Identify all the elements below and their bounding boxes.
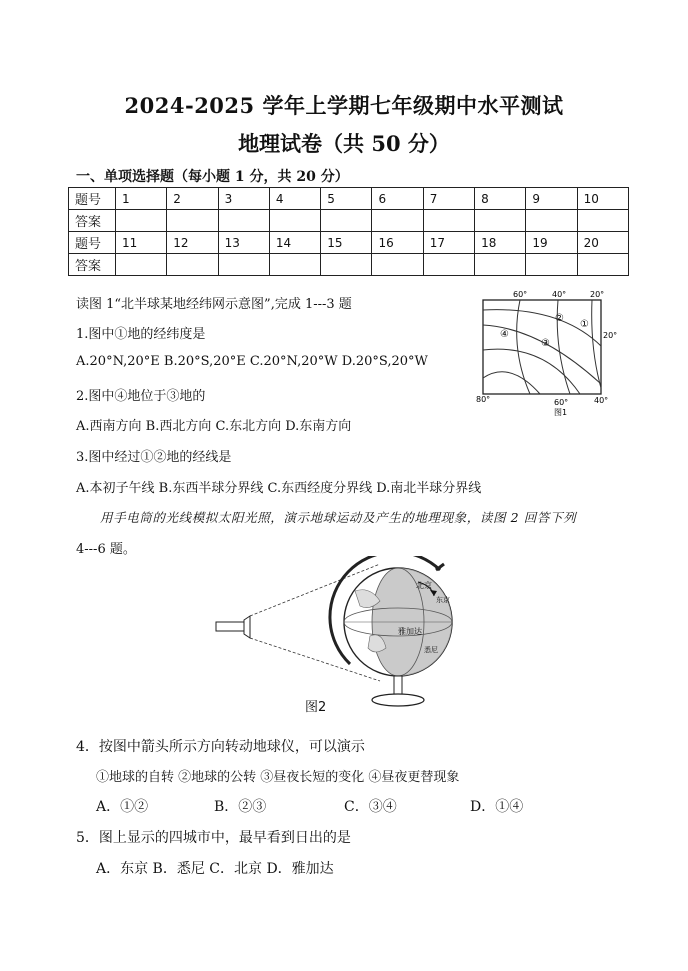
figure-2-globe <box>210 556 480 716</box>
q4-option-d: D．①④ <box>470 799 524 815</box>
number-cell: 1 <box>116 188 167 210</box>
answer-cell[interactable] <box>218 254 269 276</box>
city-label-beijing: 北京 <box>416 581 432 590</box>
figure-1-caption: 图1 <box>554 408 568 417</box>
number-cell: 15 <box>321 232 372 254</box>
answer-cell[interactable] <box>321 210 372 232</box>
label-number: 题号 <box>69 232 116 254</box>
number-cell: 10 <box>577 188 628 210</box>
answer-cell[interactable] <box>269 254 320 276</box>
top-label: 60° <box>513 290 528 299</box>
answer-cell[interactable] <box>526 210 577 232</box>
q4-option-a: A．①② <box>96 799 149 815</box>
answer-cell[interactable] <box>372 210 423 232</box>
answer-cell[interactable] <box>167 210 218 232</box>
city-label-tokyo: 东京 <box>436 596 450 604</box>
number-cell: 20 <box>577 232 628 254</box>
answer-cell[interactable] <box>526 254 577 276</box>
number-cell: 2 <box>167 188 218 210</box>
passage1-intro: 读图 1“北半球某地经纬网示意图”,完成 1---3 题 <box>76 297 352 312</box>
number-cell: 7 <box>423 188 474 210</box>
answer-cell[interactable] <box>423 210 474 232</box>
number-cell: 11 <box>116 232 167 254</box>
number-cell: 8 <box>475 188 526 210</box>
top-label: 40° <box>552 290 567 299</box>
exam-title: 2024-2025 学年上学期七年级期中水平测试 <box>124 93 564 118</box>
label-number: 题号 <box>69 188 116 210</box>
exam-subtitle: 地理试卷（共 50 分） <box>238 131 450 156</box>
question-1-options: A.20°N,20°E B.20°S,20°E C.20°N,20°W D.20°S,20°W <box>76 354 428 369</box>
question-4: 4．按图中箭头所示方向转动地球仪，可以演示 <box>76 739 365 755</box>
number-cell: 13 <box>218 232 269 254</box>
point-2: ② <box>555 313 564 324</box>
point-1: ① <box>580 319 589 330</box>
question-5: 5．图上显示的四城市中，最早看到日出的是 <box>76 830 351 846</box>
point-4: ④ <box>500 329 509 340</box>
bottom-label: 80° <box>476 395 491 404</box>
table-row <box>69 188 629 210</box>
number-cell: 3 <box>218 188 269 210</box>
q4-option-b: B．②③ <box>214 799 267 815</box>
passage2-intro-line1: 用手电筒的光线模拟太阳光照，演示地球运动及产生的地理现象，读图 2 回答下列 <box>100 510 577 525</box>
figure-1-graticule <box>470 288 630 418</box>
number-cell: 16 <box>372 232 423 254</box>
number-cell: 12 <box>167 232 218 254</box>
answer-table <box>68 187 629 276</box>
right-label: 20° <box>603 331 618 340</box>
question-1: 1.图中①地的经纬度是 <box>76 327 206 342</box>
answer-cell[interactable] <box>269 210 320 232</box>
question-4-items: ①地球的自转 ②地球的公转 ③昼夜长短的变化 ④昼夜更替现象 <box>96 770 460 785</box>
point-3: ③ <box>541 338 550 349</box>
answer-cell[interactable] <box>423 254 474 276</box>
section-heading: 一、单项选择题（每小题 1 分，共 20 分） <box>76 169 349 185</box>
number-cell: 5 <box>321 188 372 210</box>
answer-cell[interactable] <box>116 210 167 232</box>
answer-cell[interactable] <box>577 210 628 232</box>
number-cell: 6 <box>372 188 423 210</box>
question-3: 3.图中经过①②地的经线是 <box>76 450 232 465</box>
table-row <box>69 232 629 254</box>
number-cell: 9 <box>526 188 577 210</box>
city-label-sydney: 悉尼 <box>424 646 438 654</box>
question-3-options: A.本初子午线 B.东西半球分界线 C.东西经度分界线 D.南北半球分界线 <box>76 481 482 496</box>
answer-cell[interactable] <box>475 254 526 276</box>
number-cell: 18 <box>475 232 526 254</box>
passage2-intro-line2: 4---6 题。 <box>76 542 136 557</box>
answer-cell[interactable] <box>167 254 218 276</box>
answer-cell[interactable] <box>116 254 167 276</box>
bottom-label: 40° <box>594 396 609 405</box>
question-5-options: A．东京 B．悉尼 C．北京 D．雅加达 <box>96 861 334 877</box>
q4-option-c: C．③④ <box>344 799 397 815</box>
label-answer: 答案 <box>69 254 116 276</box>
answer-cell[interactable] <box>218 210 269 232</box>
number-cell: 19 <box>526 232 577 254</box>
answer-cell[interactable] <box>321 254 372 276</box>
table-row <box>69 254 629 276</box>
number-cell: 17 <box>423 232 474 254</box>
question-2-options: A.西南方向 B.西北方向 C.东北方向 D.东南方向 <box>76 419 352 434</box>
city-label-jakarta: 雅加达 <box>398 627 422 636</box>
answer-cell[interactable] <box>475 210 526 232</box>
table-row <box>69 210 629 232</box>
number-cell: 4 <box>269 188 320 210</box>
label-answer: 答案 <box>69 210 116 232</box>
question-2: 2.图中④地位于③地的 <box>76 389 206 404</box>
figure-2-caption: 图2 <box>305 700 327 715</box>
bottom-label: 60° <box>554 398 569 407</box>
answer-cell[interactable] <box>577 254 628 276</box>
number-cell: 14 <box>269 232 320 254</box>
answer-cell[interactable] <box>372 254 423 276</box>
top-label: 20° <box>590 290 605 299</box>
